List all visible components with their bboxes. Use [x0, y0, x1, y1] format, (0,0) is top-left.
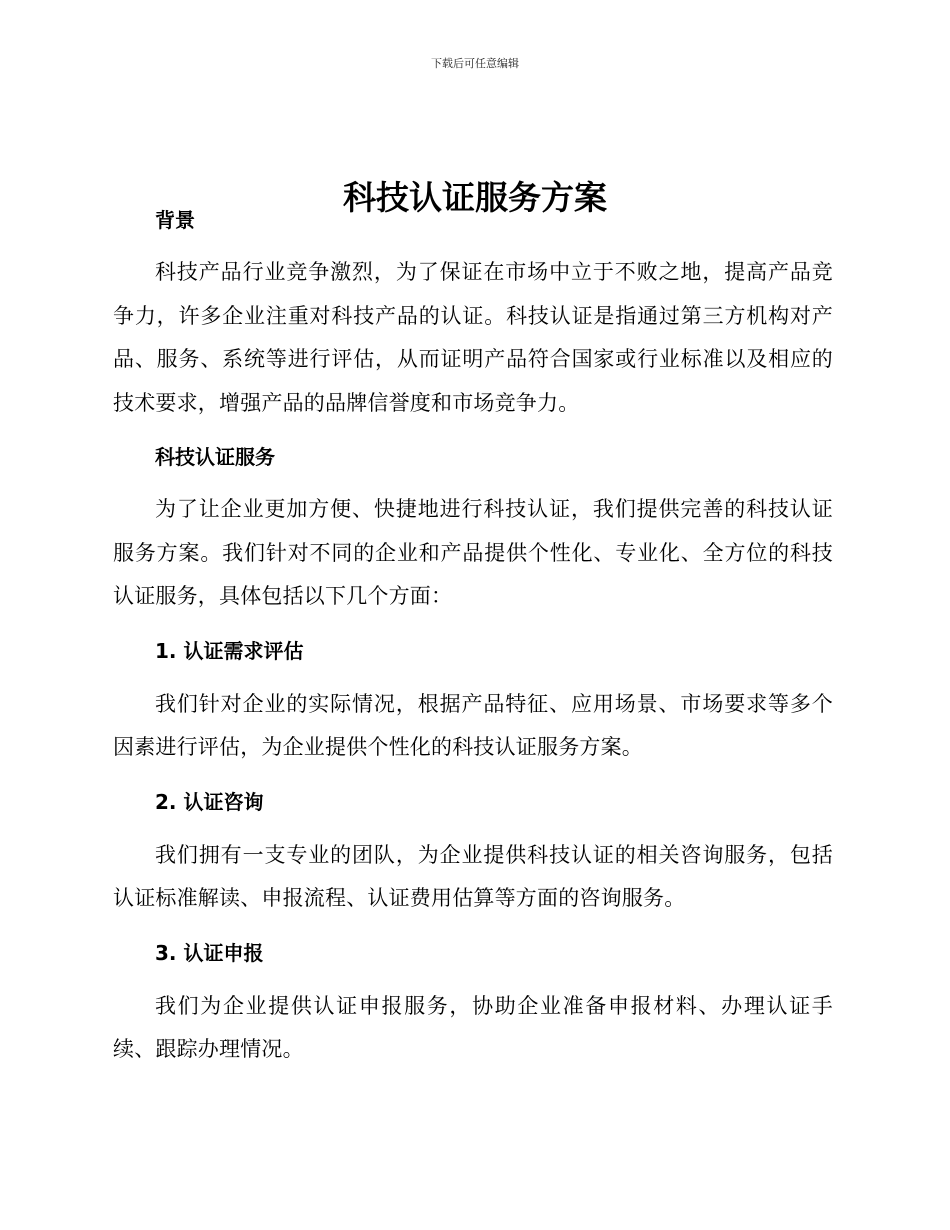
- header-note: 下载后可任意编辑: [431, 57, 519, 70]
- section-heading-application: 3. 认证申报: [155, 940, 264, 965]
- section-heading-consulting: 2. 认证咨询: [155, 789, 264, 814]
- section-heading-service: 科技认证服务: [155, 445, 275, 469]
- document-title: 科技认证服务方案: [343, 178, 607, 218]
- section-paragraph-assessment: 我们针对企业的实际情况，根据产品特征、应用场景、市场要求等多个因素进行评估，为企业提供个性化的科技认证服务方案。: [113, 691, 833, 759]
- section-paragraph-service: 为了让企业更加方便、快捷地进行科技认证，我们提供完善的科技认证服务方案。我们针对不同的企业和产品提供个性化、专业化、全方位的科技认证服务，具体包括以下几个方面：: [113, 497, 833, 608]
- section-heading-background: 背景: [155, 208, 195, 232]
- section-paragraph-background: 科技产品行业竞争激烈，为了保证在市场中立于不败之地，提高产品竞争力，许多企业注重对科技产品的认证。科技认证是指通过第三方机构对产品、服务、系统等进行评估，从而证明产品符合国家或行业标准以及相应的技术要求，增强产品的品牌信誉度和市场竞争力。: [113, 260, 833, 415]
- section-paragraph-consulting: 我们拥有一支专业的团队，为企业提供科技认证的相关咨询服务，包括认证标准解读、申报流程、认证费用估算等方面的咨询服务。: [113, 842, 833, 910]
- document-body: [113, 196, 833, 1072]
- section-paragraph-application: 我们为企业提供认证申报服务，协助企业准备申报材料、办理认证手续、跟踪办理情况。: [113, 993, 833, 1061]
- section-heading-assessment: 1. 认证需求评估: [155, 638, 304, 663]
